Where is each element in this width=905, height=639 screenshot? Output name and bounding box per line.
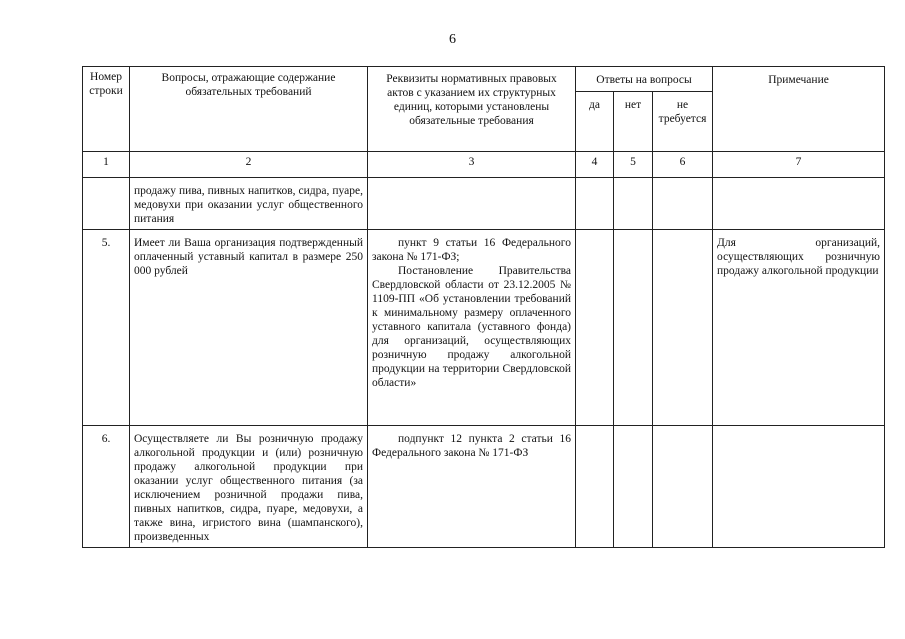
answer-not-required-cell bbox=[653, 230, 713, 426]
column-index: 1 bbox=[83, 152, 130, 178]
answer-no-cell bbox=[614, 178, 653, 230]
header-row-number: Номер строки bbox=[83, 67, 130, 152]
row-note: Для организаций, осуществляющих розничную продажу алкогольной продукции bbox=[713, 230, 885, 426]
answer-no-cell bbox=[614, 230, 653, 426]
header-no: нет bbox=[614, 92, 653, 152]
answer-no-cell bbox=[614, 426, 653, 548]
answer-not-required-cell bbox=[653, 426, 713, 548]
row-question bbox=[130, 426, 368, 548]
row-requisites-text: пункт 9 статьи 16 Федерального закона № 171-ФЗ; bbox=[372, 237, 571, 263]
column-index: 5 bbox=[614, 152, 653, 178]
row-requisites bbox=[368, 230, 576, 426]
column-index: 6 bbox=[653, 152, 713, 178]
row-question-text: продажу пива, пивных напитков, сидра, пуаре, медовухи при оказании услуг общественного питания bbox=[134, 185, 363, 225]
table-row bbox=[83, 178, 885, 230]
column-index: 2 bbox=[130, 152, 368, 178]
answer-yes-cell bbox=[576, 426, 614, 548]
row-requisites-text: Постановление Правительства Свердловской области от 23.12.2005 № 1109-ПП «Об установлении требований к минимальному размеру оплаченного уставного капитала (уставного фонда) для организаций, осуществляющих розничную продажу алкогольной продукции на территории Свердловской области» bbox=[372, 265, 571, 389]
requirements-table bbox=[82, 66, 885, 548]
row-question bbox=[130, 178, 368, 230]
row-number: 6. bbox=[83, 426, 130, 548]
answer-yes-cell bbox=[576, 178, 614, 230]
row-question-text: Имеет ли Ваша организация подтвержденный оплаченный уставный капитал в размере 250 000 рублей bbox=[134, 237, 363, 277]
answer-yes-cell bbox=[576, 230, 614, 426]
row-requisites-text: подпункт 12 пункта 2 статьи 16 Федерального закона № 171-ФЗ bbox=[372, 433, 571, 459]
header-not-required: не требуется bbox=[653, 92, 713, 152]
header-requisites: Реквизиты нормативных правовых актов с указанием их структурных единиц, которыми установлены обязательные требования bbox=[368, 67, 576, 152]
column-index: 4 bbox=[576, 152, 614, 178]
row-note bbox=[713, 178, 885, 230]
header-row bbox=[83, 67, 885, 92]
row-number bbox=[83, 178, 130, 230]
row-note bbox=[713, 426, 885, 548]
row-requisites bbox=[368, 426, 576, 548]
column-index: 7 bbox=[713, 152, 885, 178]
column-index-row bbox=[83, 152, 885, 178]
row-question-text: Осуществляете ли Вы розничную продажу алкогольной продукции и (или) розничную продажу алкогольной продукции при оказании услуг общественного питания (за исключением розничной продажи пива, пивных напитков, сидра, пуаре, медовухи, а также вина, игристого вина (шампанского), произведенных bbox=[134, 433, 363, 543]
column-index: 3 bbox=[368, 152, 576, 178]
header-yes: да bbox=[576, 92, 614, 152]
row-requisites bbox=[368, 178, 576, 230]
header-note: Примечание bbox=[713, 67, 885, 152]
row-number: 5. bbox=[83, 230, 130, 426]
row-question bbox=[130, 230, 368, 426]
table-row bbox=[83, 426, 885, 548]
answer-not-required-cell bbox=[653, 178, 713, 230]
table-row bbox=[83, 230, 885, 426]
header-answers: Ответы на вопросы bbox=[576, 67, 713, 92]
header-questions: Вопросы, отражающие содержание обязательных требований bbox=[130, 67, 368, 152]
page-number: 6 bbox=[449, 32, 456, 47]
